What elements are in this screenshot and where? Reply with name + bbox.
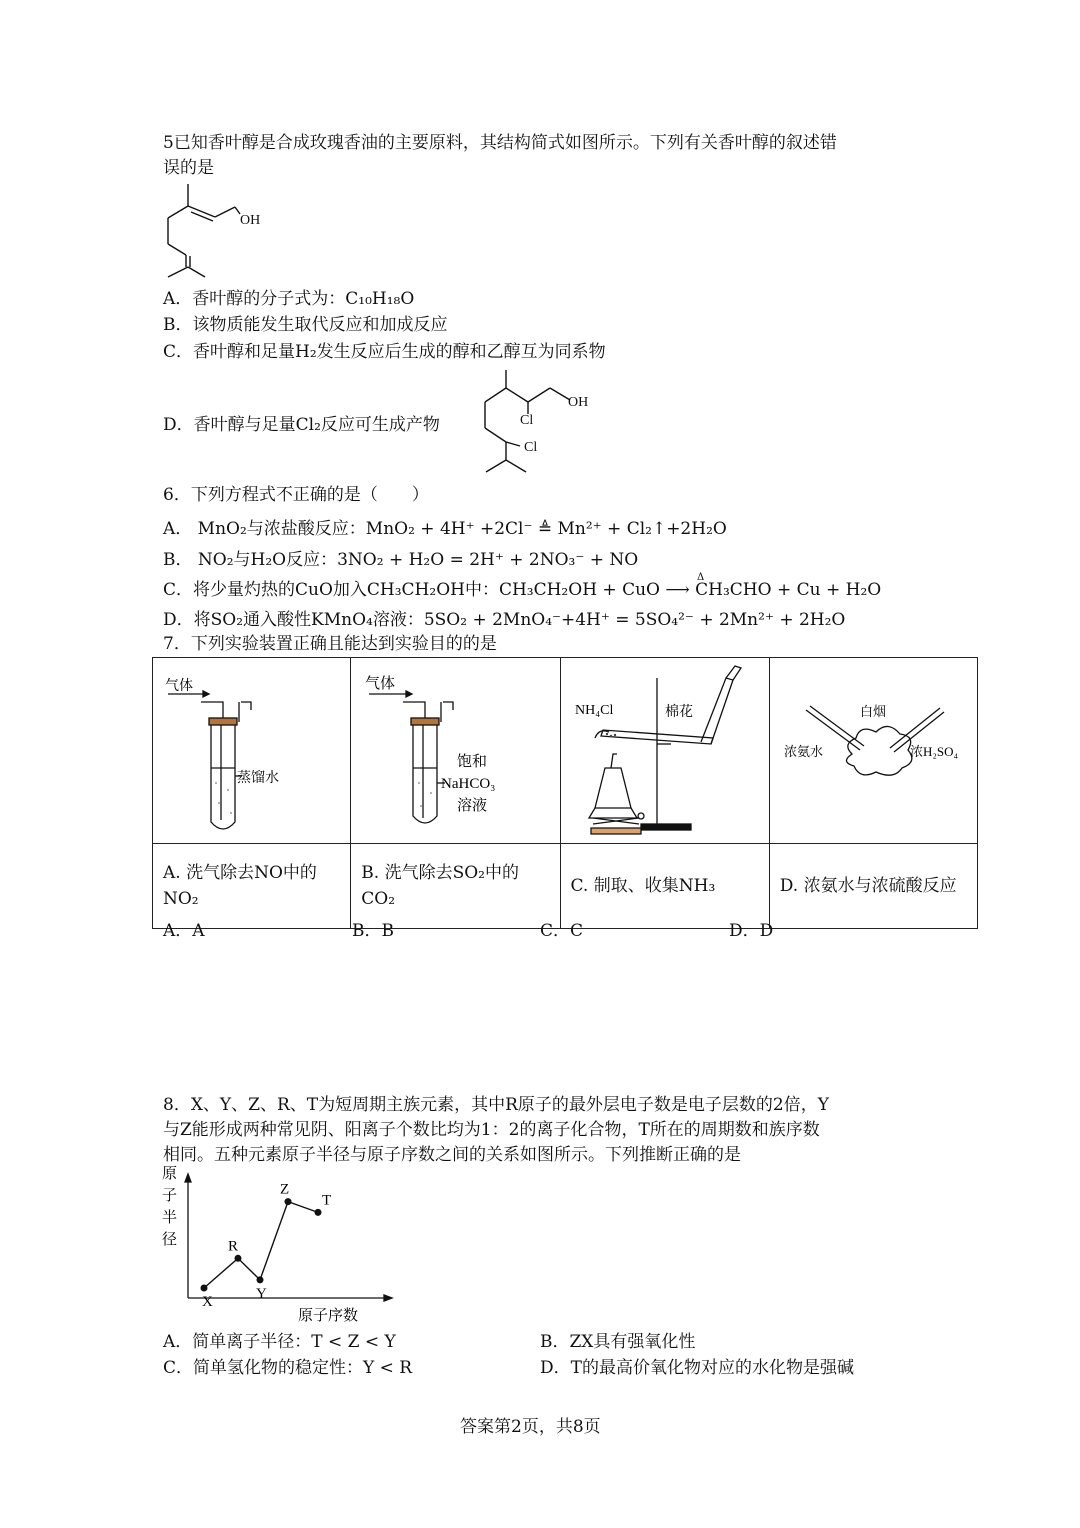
series-group: [201, 1182, 332, 1310]
cell-d-caption: D. 浓氨水与浓硫酸反应: [769, 844, 977, 929]
experiment-table: [152, 657, 978, 929]
x-axis-label: 原子序数: [298, 1308, 359, 1324]
cell-c-reagent-label: NH₄Cl: [574, 703, 613, 718]
cell-b-liquid3-label: 溶液: [457, 798, 488, 814]
cell-a-liquid-label: 蒸馏水: [237, 771, 279, 786]
cell-d-smoke-label: 白烟: [859, 704, 886, 719]
point-x: [201, 1285, 208, 1292]
q5-option-c: C．香叶醇和足量H₂发生反应后生成的醇和乙醇互为同系物: [163, 342, 606, 362]
geraniol-oh-label: OH: [240, 213, 261, 228]
geraniol-structure: [160, 182, 280, 282]
q5-option-a-text: A．香叶醇的分子式为：: [163, 289, 346, 309]
cell-c-diagram: [560, 658, 769, 844]
point-label-z: Z: [280, 1181, 290, 1198]
q5-option-b: B．该物质能发生取代反应和加成反应: [163, 315, 448, 335]
point-r: [235, 1255, 242, 1262]
y-axis-label: 原 子 半 径: [162, 1166, 178, 1248]
product-cl2-label: Cl: [524, 440, 538, 455]
q8-stem-line3: 相同。五种元素原子半径与原子序数之间的关系如图所示。下列推断正确的是: [163, 1145, 741, 1165]
q6-stem: 6．下列方程式不正确的是（ ）: [163, 485, 429, 505]
point-label-t: T: [322, 1192, 332, 1209]
q7-choice-a: A．A: [163, 921, 205, 941]
product-oh-label: OH: [568, 395, 589, 410]
q8-option-c: C．简单氢化物的稳定性：Y < R: [163, 1358, 413, 1378]
point-z: [285, 1198, 292, 1205]
cell-b-gas-label: 气体: [365, 676, 396, 692]
point-label-x: X: [202, 1294, 213, 1310]
point-label-y: Y: [256, 1285, 267, 1302]
cell-b-liquid1-label: 饱和: [457, 754, 488, 770]
q6-option-c: C．将少量灼热的CuO加入CH₃CH₂OH中：CH₃CH₂OH + CuO ⟶ CH₃CHO + Cu + H₂O: [163, 580, 882, 600]
q7-stem: 7．下列实验装置正确且能达到实验目的的是: [163, 634, 497, 654]
point-y: [257, 1276, 264, 1283]
cell-d-left-label: 浓氨水: [783, 744, 823, 759]
radius-chart: [160, 1160, 400, 1328]
q6-option-b: B． NO₂与H₂O反应：3NO₂ + H₂O = 2H⁺ + 2NO₃⁻ + NO: [163, 550, 639, 570]
chlorinated-product-structure: [480, 366, 610, 478]
q5-option-d: D．香叶醇与足量Cl₂反应可生成产物: [163, 415, 440, 435]
q8-option-d: D．T的最高价氧化物对应的水化物是强碱: [540, 1358, 854, 1378]
cell-a-caption: A. 洗气除去NO中的NO₂: [153, 844, 351, 929]
cell-c-caption: C. 制取、收集NH₃: [560, 844, 769, 929]
q6-option-c-arrow-label: Δ: [697, 572, 705, 583]
q5-option-a: [163, 287, 414, 312]
cell-d-diagram: [769, 658, 977, 844]
q5-option-a-formula: C₁₀H₁₈O: [345, 289, 415, 309]
q8-stem-line2: 与Z能形成两种常见阴、阳离子个数比均为1：2的离子化合物，T所在的周期数和族序数: [163, 1120, 820, 1140]
radius-series-line: [204, 1202, 318, 1288]
page-footer: 答案第2页，共8页: [460, 1417, 601, 1437]
cell-c-cotton-label: 棉花: [664, 705, 693, 720]
q7-choice-c: C．C: [540, 921, 584, 941]
cell-d-right-label: 浓H₂SO₄: [909, 744, 958, 759]
cell-b-liquid2-label: NaHCO₃: [441, 776, 496, 792]
q5-stem-line2: 误的是: [163, 158, 214, 178]
point-label-r: R: [228, 1238, 239, 1255]
q8-option-a: A．简单离子半径：T < Z < Y: [163, 1332, 396, 1352]
cell-b-diagram: [351, 658, 560, 844]
cell-a-diagram: [153, 658, 351, 844]
cell-b-caption: B. 洗气除去SO₂中的CO₂: [351, 844, 560, 929]
point-t: [315, 1209, 322, 1216]
q8-option-b: B．ZX具有强氧化性: [540, 1332, 696, 1352]
product-cl1-label: Cl: [520, 413, 534, 428]
q6-option-a: A． MnO₂与浓盐酸反应：MnO₂ + 4H⁺ +2Cl⁻ ≜ Mn²⁺ + Cl₂↑+2H₂O: [163, 519, 727, 539]
q6-option-d: D．将SO₂通入酸性KMnO₄溶液：5SO₂ + 2MnO₄⁻+4H⁺ = 5SO₄²⁻ + 2Mn²⁺ + 2H₂O: [163, 610, 846, 630]
q5-stem-line1: 5已知香叶醇是合成玫瑰香油的主要原料，其结构简式如图所示。下列有关香叶醇的叙述错: [163, 133, 837, 153]
cell-a-gas-label: 气体: [165, 679, 193, 694]
q8-stem-line1: 8．X、Y、Z、R、T为短周期主族元素，其中R原子的最外层电子数是电子层数的2倍，Y: [163, 1095, 829, 1115]
q7-choice-b: B．B: [352, 921, 394, 941]
q7-choice-d: D．D: [729, 921, 774, 941]
